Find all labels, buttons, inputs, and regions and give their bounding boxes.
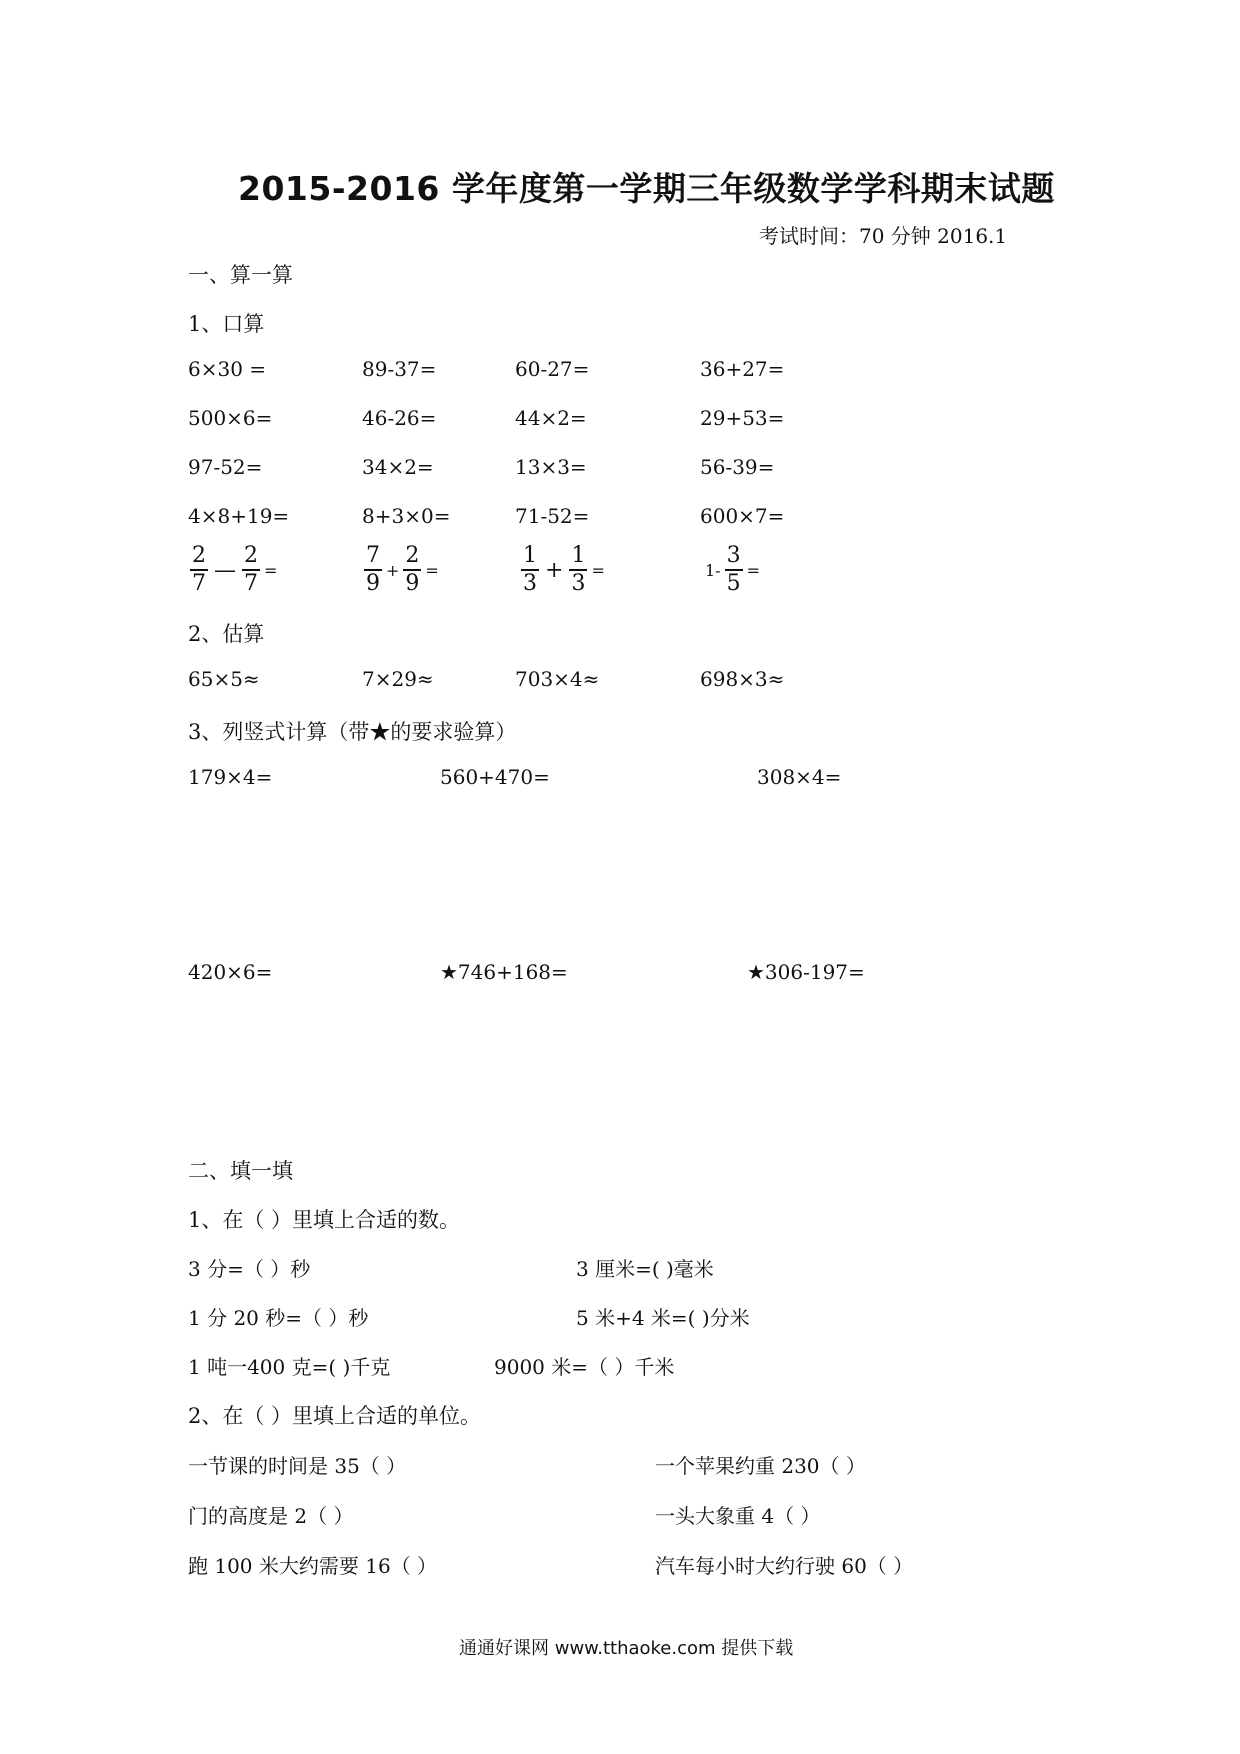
p2-q1-heading: 1、在（ ）里填上合适的数。 xyxy=(188,1208,461,1232)
oral-item: 34×2= xyxy=(362,455,434,479)
operator: + xyxy=(386,560,400,580)
fill-item: 3 厘米=( )毫米 xyxy=(576,1257,714,1281)
fraction xyxy=(364,543,382,597)
fill-item: 3 分=（ ）秒 xyxy=(188,1257,311,1281)
denominator: 5 xyxy=(726,571,741,596)
part1-heading: 一、算一算 xyxy=(188,263,293,287)
equals-sign: = xyxy=(746,560,760,580)
fraction xyxy=(569,543,587,597)
numerator: 2 xyxy=(192,543,206,568)
vertical-calc-item: ★306-197= xyxy=(747,960,865,984)
numerator: 2 xyxy=(244,543,258,568)
oral-item: 97-52= xyxy=(188,455,263,479)
p2-q2-heading: 2、在（ ）里填上合适的单位。 xyxy=(188,1404,482,1428)
unit-item: 一个苹果约重 230（ ） xyxy=(655,1454,866,1478)
whole-number-prefix: 1- xyxy=(705,560,721,580)
fill-item: 1 吨一400 克=( )千克 xyxy=(188,1355,391,1379)
denominator: 3 xyxy=(571,571,586,596)
numerator: 2 xyxy=(405,543,420,568)
oral-item: 500×6= xyxy=(188,406,273,430)
vertical-calc-item: 420×6= xyxy=(188,960,273,984)
q1-heading: 1、口算 xyxy=(188,312,265,336)
numerator: 1 xyxy=(571,543,586,568)
fraction xyxy=(403,543,421,597)
unit-item: 汽车每小时大约行驶 60（ ） xyxy=(655,1554,914,1578)
vertical-calc-item: 560+470= xyxy=(440,765,550,789)
estimate-item: 65×5≈ xyxy=(188,667,260,691)
denominator: 7 xyxy=(192,571,206,596)
fraction-expression xyxy=(703,543,760,597)
oral-item: 46-26= xyxy=(362,406,437,430)
vertical-calc-item: ★746+168= xyxy=(440,960,568,984)
fill-item: 9000 米=（ ）千米 xyxy=(494,1355,675,1379)
vertical-calc-item: 308×4= xyxy=(757,765,842,789)
unit-item: 跑 100 米大约需要 16（ ） xyxy=(188,1554,438,1578)
oral-item: 13×3= xyxy=(515,455,587,479)
equals-sign: = xyxy=(264,560,278,580)
exam-info: 考试时间：70 分钟 2016.1 xyxy=(759,224,1008,248)
fraction xyxy=(521,543,539,597)
operator: — xyxy=(214,557,236,583)
numerator: 7 xyxy=(366,543,380,568)
operator: + xyxy=(545,557,564,583)
estimate-item: 7×29≈ xyxy=(362,667,434,691)
denominator: 9 xyxy=(366,571,380,596)
oral-item: 8+3×0= xyxy=(362,504,451,528)
unit-item: 一节课的时间是 35（ ） xyxy=(188,1454,407,1478)
denominator: 9 xyxy=(405,571,420,596)
estimate-item: 703×4≈ xyxy=(515,667,600,691)
footer-text: 通通好课网 www.tthaoke.com 提供下载 xyxy=(459,1638,794,1659)
fill-item: 1 分 20 秒=（ ）秒 xyxy=(188,1306,369,1330)
fraction xyxy=(242,543,260,597)
oral-item: 44×2= xyxy=(515,406,587,430)
oral-item: 71-52= xyxy=(515,504,590,528)
oral-item: 4×8+19= xyxy=(188,504,290,528)
part2-heading: 二、填一填 xyxy=(188,1159,293,1183)
numerator: 1 xyxy=(523,543,537,568)
denominator: 7 xyxy=(244,571,258,596)
vertical-calc-item: 179×4= xyxy=(188,765,273,789)
page-title: 2015-2016 学年度第一学期三年级数学学科期末试题 xyxy=(238,169,1055,208)
oral-item: 36+27= xyxy=(700,357,785,381)
fraction xyxy=(725,543,743,597)
fraction xyxy=(190,543,208,597)
oral-item: 6×30 = xyxy=(188,357,267,381)
fraction-expression xyxy=(188,543,277,597)
denominator: 3 xyxy=(523,571,537,596)
estimate-item: 698×3≈ xyxy=(700,667,785,691)
q3-heading: 3、列竖式计算（带★的要求验算） xyxy=(188,720,517,744)
fraction-expression xyxy=(519,543,605,597)
oral-item: 60-27= xyxy=(515,357,590,381)
fraction-expression xyxy=(362,543,439,597)
oral-item: 600×7= xyxy=(700,504,785,528)
oral-item: 89-37= xyxy=(362,357,437,381)
fill-item: 5 米+4 米=( )分米 xyxy=(576,1306,750,1330)
q2-heading: 2、估算 xyxy=(188,622,265,646)
equals-sign: = xyxy=(425,560,439,580)
numerator: 3 xyxy=(726,543,741,568)
oral-item: 56-39= xyxy=(700,455,775,479)
unit-item: 一头大象重 4（ ） xyxy=(655,1504,821,1528)
unit-item: 门的高度是 2（ ） xyxy=(188,1504,354,1528)
equals-sign: = xyxy=(591,560,605,580)
oral-item: 29+53= xyxy=(700,406,785,430)
